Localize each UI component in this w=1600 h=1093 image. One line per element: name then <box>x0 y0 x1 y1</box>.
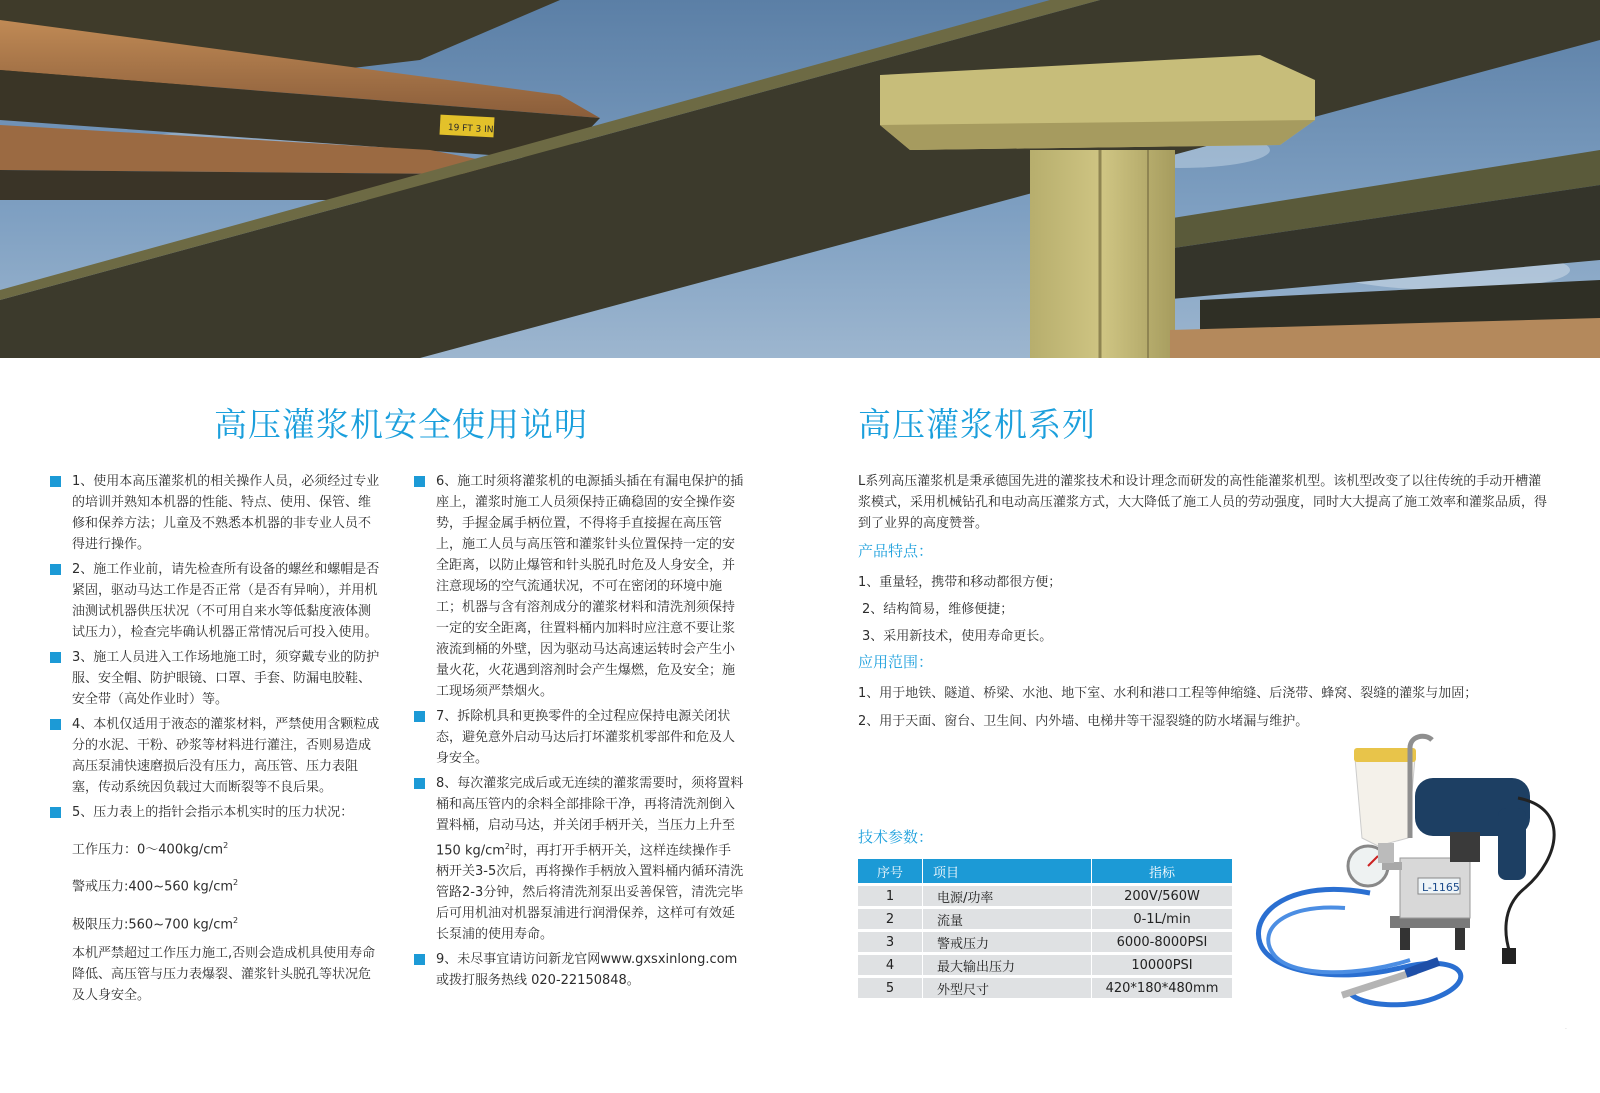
table-row: 3 警戒压力 6000-8000PSI <box>858 931 1232 954</box>
safety-item-8: 8、每次灌浆完成后或无连续的灌浆需要时，须将置料桶和高压管内的余料全部排除干净，再将清洗剂倒入置料桶，启动马达，并关闭手柄开关，当压力上升至150 $kg/cm^2$时，再打开手柄开关，这样连续操作手柄开关3-5次后，再将操作手柄放入置料桶内循环清洗管路2-3分钟，然后将清洗剂泵出妥善保管，清洗完毕后可用机油对机器泵浦进行润滑保养，这样可有效延长泵浦的使用寿命。 <box>414 773 744 945</box>
spec-table <box>858 859 1232 998</box>
safety-column-2 <box>414 471 744 995</box>
scope-2: 2、用于天面、窗台、卫生间、内外墙、电梯井等干湿裂缝的防水堵漏与维护。 <box>858 714 1309 729</box>
safety-item-1: 1、使用本高压灌浆机的相关操作人员，必须经过专业的培训并熟知本机器的性能、特点、使用、保管、维修和保养方法；儿童及不熟悉本机器的非专业人员不得进行操作。 <box>50 471 382 555</box>
safety-title: 高压灌浆机安全使用说明 <box>214 405 588 444</box>
table-row: 2 流量 0-1L/min <box>858 908 1232 931</box>
safety-item-5: 5、压力表上的指针会指示本机实时的压力状况： <box>50 802 382 823</box>
series-intro: L系列高压灌浆机是秉承德国先进的灌浆技术和设计理念而研发的高性能灌浆机型。该机型改变了以往传统的手动开槽灌浆模式，采用机械钻孔和电动高压灌浆方式，大大降低了施工人员的劳动强度，同时大大提高了施工效率和灌浆品质，得到了业界的高度赞誉。 <box>858 474 1548 531</box>
feature-2: 2、结构简易，维修便捷； <box>862 602 1014 617</box>
table-row: 1 电源/功率 200V/560W <box>858 885 1232 908</box>
bullet-square-icon <box>50 476 61 487</box>
safety-item-9: 9、未尽事宜请访问新龙官网www.gxsxinlong.com或拨打服务热线 020-22150848。 <box>414 949 744 991</box>
bullet-square-icon <box>414 778 425 789</box>
bullet-square-icon <box>414 954 425 965</box>
bullet-square-icon <box>50 652 61 663</box>
features-heading: 产品特点： <box>858 542 934 560</box>
grouting-machine-image <box>1250 728 1590 1028</box>
bullet-square-icon <box>414 711 425 722</box>
limit-pressure: 极限压力:560~700 $kg/cm^2$ <box>72 915 239 932</box>
spec-header-item: 项目 <box>923 859 1092 885</box>
feature-1: 1、重量轻，携带和移动都很方便； <box>858 575 1062 590</box>
scope-1: 1、用于地铁、隧道、桥梁、水池、地下室、水利和港口工程等伸缩缝、后浇带、蜂窝、裂缝的灌浆与加固； <box>858 686 1478 701</box>
safety-item-2: 2、施工作业前，请先检查所有设备的螺丝和螺帽是否紧固，驱动马达工作是否正常（是否有异响），并用机油测试机器供压状况（不可用自来水等低黏度液体测试压力），检查完毕确认机器正常情况后可投入使用。 <box>50 559 382 643</box>
bullet-square-icon <box>50 719 61 730</box>
safety-item-6: 6、施工时须将灌浆机的电源插头插在有漏电保护的插座上，灌浆时施工人员须保持正确稳固的安全操作姿势，手握金属手柄位置，不得将手直接握在高压管上，施工人员与高压管和灌浆针头位置保持一定的安全距离，以防止爆管和针头脱孔时危及人身安全，并注意现场的空气流通状况，不可在密闭的环境中施工；机器与含有溶剂成分的灌浆材料和清洗剂须保持一定的安全距离，往置料桶内加料时应注意不要让浆液流到桶的外壁，因为驱动马达高速运转时会产生小量火花，火花遇到溶剂时会产生爆燃，危及安全；施工现场须严禁烟火。 <box>414 471 744 702</box>
hero-photo <box>0 0 1600 358</box>
safety-item-4: 4、本机仅适用于液态的灌浆材料，严禁使用含颗粒成分的水泥、干粉、砂浆等材料进行灌注，否则易造成高压泵浦快速磨损后没有压力，高压管、压力表阻塞，传动系统因负载过大而断裂等不良后果。 <box>50 714 382 798</box>
bullet-square-icon <box>414 476 425 487</box>
bullet-square-icon <box>50 564 61 575</box>
working-pressure: 工作压力：$0\sim 400kg/cm^2$ <box>72 841 229 858</box>
overpressure-warning: 本机严禁超过工作压力施工,否则会造成机具使用寿命降低、高压管与压力表爆裂、灌浆针头脱孔等状况危及人身安全。 <box>72 945 376 1003</box>
spec-header-value: 指标 <box>1092 859 1233 885</box>
scope-heading: 应用范围： <box>858 653 934 671</box>
table-row: 4 最大输出压力 10000PSI <box>858 954 1232 977</box>
spec-heading: 技术参数： <box>858 828 934 846</box>
series-title: 高压灌浆机系列 <box>858 405 1096 444</box>
bullet-square-icon <box>50 807 61 818</box>
safety-item-7: 7、拆除机具和更换零件的全过程应保持电源关闭状态，避免意外启动马达后打坏灌浆机零部件和危及人身安全。 <box>414 706 744 769</box>
safety-item-3: 3、施工人员进入工作场地施工时，须穿戴专业的防护服、安全帽、防护眼镜、口罩、手套、防漏电胶鞋、安全带（高处作业时）等。 <box>50 647 382 710</box>
table-row: 5 外型尺寸 420*180*480mm <box>858 977 1232 999</box>
machine-label: L-1165 <box>1422 881 1460 894</box>
spec-header-no: 序号 <box>858 859 923 885</box>
warning-pressure: 警戒压力:400~560 $kg/cm^2$ <box>72 878 239 895</box>
safety-column-1 <box>50 471 382 1012</box>
corner-mark: · <box>1565 1026 1567 1033</box>
feature-3: 3、采用新技术，使用寿命更长。 <box>862 629 1053 644</box>
spec-table-header <box>858 859 1232 885</box>
clearance-sign-text: 19 FT 3 IN <box>447 123 494 136</box>
